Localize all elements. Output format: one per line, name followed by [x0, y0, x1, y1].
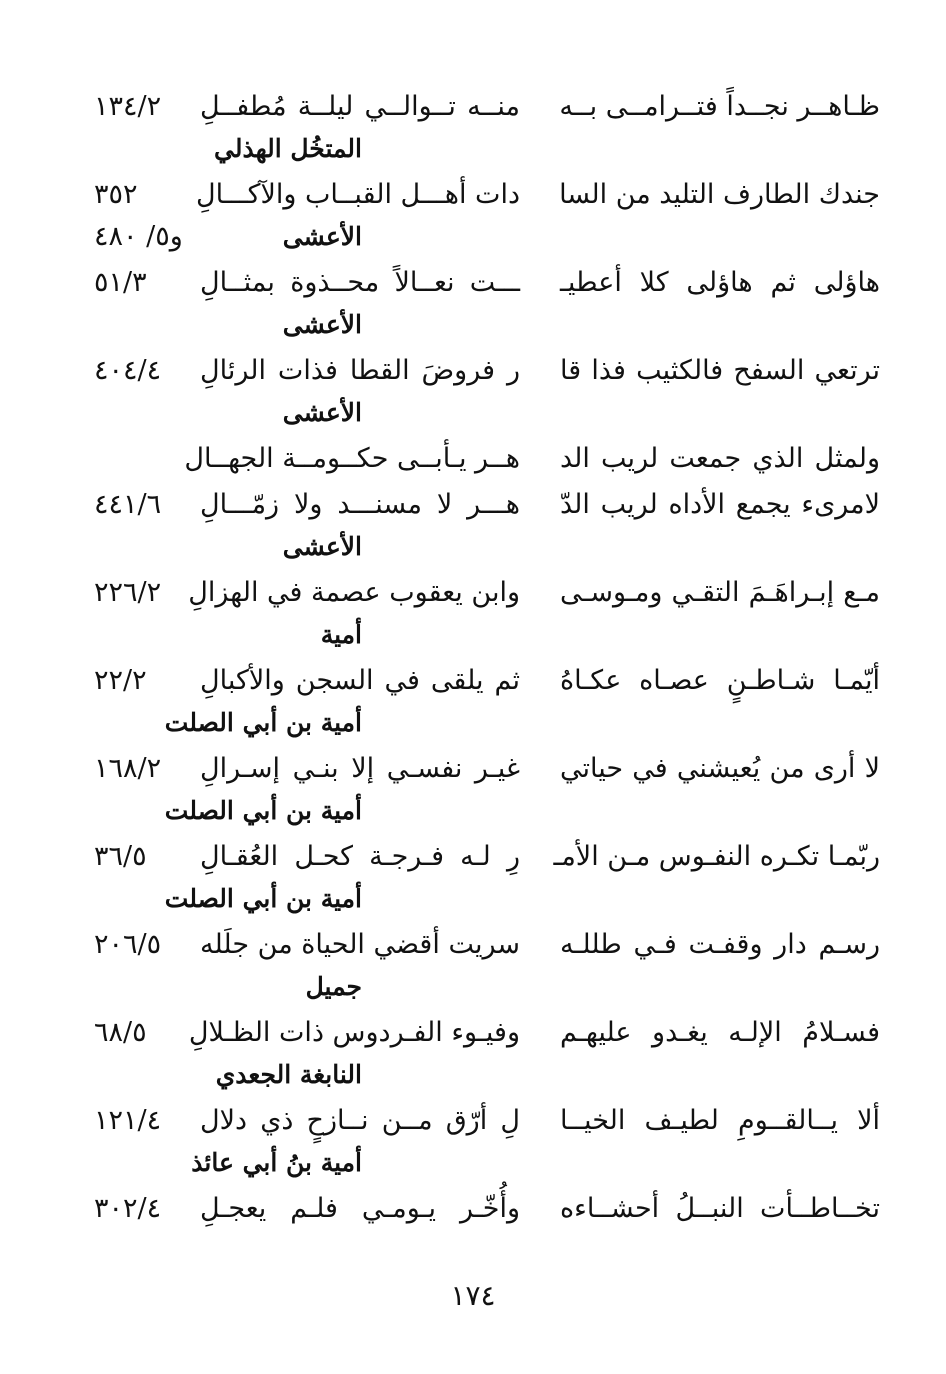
poet-line	[60, 130, 880, 172]
verse-entry	[60, 922, 880, 1010]
verse-line	[60, 172, 880, 218]
verse-line	[60, 922, 880, 968]
second-hemistich: لِ أرّق مــن نــازحٍ ذي دلال	[200, 1105, 520, 1136]
verse-list	[60, 84, 880, 1232]
poet-name: أمية بن أبي الصلت	[164, 884, 362, 913]
volume-page-ref: ٢٢٦/٢	[94, 577, 162, 608]
first-hemistich: هاؤلى ثم هاؤلى كلا أعطيـ	[560, 267, 880, 298]
verse-entry	[60, 1098, 880, 1186]
volume-page-ref: ٣٥٢	[94, 179, 138, 210]
verse-line	[60, 260, 880, 306]
first-hemistich: فسـلامُ الإلـه يغـدو عليهـم	[560, 1017, 880, 1048]
verse-line	[60, 746, 880, 792]
second-hemistich: وفيـوء الفـردوس ذات الظـلالِ	[188, 1017, 520, 1048]
poet-name: أمية	[320, 620, 362, 649]
volume-page-ref: ٢٢/٢	[94, 665, 147, 696]
first-hemistich: ألا يــالقــومِ لطيـف الخيــا	[560, 1105, 880, 1136]
second-hemistich: هــر يـأبــى حكــومــة الجهــال	[184, 443, 520, 474]
poet-line	[60, 968, 880, 1010]
poet-name: الأعشى	[282, 222, 362, 251]
first-hemistich: ولمثل الذي جمعت لريب الد	[560, 443, 880, 474]
verse-entry	[60, 658, 880, 746]
second-hemistich: سريت أقضي الحياة من جلَله	[200, 929, 520, 960]
verse-line	[60, 834, 880, 880]
first-hemistich: مـع إبـراهَـمَ التقـي ومـوسـى	[560, 577, 880, 608]
second-hemistich: ر فروضَ القطا فذات الرئالِ	[200, 355, 520, 386]
volume-page-ref: ٥١/٣	[94, 267, 147, 298]
verse-entry	[60, 746, 880, 834]
second-hemistich: هـــر لا مسنـــد ولا زمّـــالِ	[200, 489, 520, 520]
poet-name: الأعشى	[282, 310, 362, 339]
verse-line	[60, 84, 880, 130]
first-hemistich: رسـم دار وقفـت فـي طللـه	[560, 929, 880, 960]
second-hemistich: رِ لـه فـرجـة كحـل العُقـالِ	[200, 841, 520, 872]
poet-name: أمية بن أبي الصلت	[164, 796, 362, 825]
volume-page-ref: ١٦٨/٢	[94, 753, 162, 784]
volume-page-ref: ٣٦/٥	[94, 841, 147, 872]
first-hemistich: جندك الطارف التليد من السا	[559, 179, 880, 210]
poet-line	[60, 218, 880, 260]
extra-ref: و٥/ ٤٨٠	[94, 221, 183, 252]
poet-line	[60, 792, 880, 834]
first-hemistich: تخــاطــأت النبــلُ أحشــاءه	[560, 1193, 880, 1224]
second-hemistich: وابن يعقوب عصمة في الهزالِ	[188, 577, 520, 608]
verse-entry	[60, 348, 880, 436]
poet-name: أمية بن أبي الصلت	[164, 708, 362, 737]
poet-name: الأعشى	[282, 398, 362, 427]
poet-name: المتخُل الهذلي	[214, 134, 362, 163]
first-hemistich: لا أرى من يُعيشني في حياتي	[560, 753, 880, 784]
poet-name: الأعشى	[282, 532, 362, 561]
volume-page-ref: ٤٠٤/٤	[94, 355, 162, 386]
poet-line	[60, 704, 880, 746]
verse-entry	[60, 1010, 880, 1098]
verse-entry	[60, 84, 880, 172]
second-hemistich: غيـر نفسـي إلا بنـي إسـرالِ	[200, 753, 520, 784]
poet-name: أمية بنُ أبي عائذ	[191, 1148, 362, 1177]
verse-line	[60, 1186, 880, 1232]
second-hemistich: منــه تــوالــي ليلــة مُطفــلِ	[200, 91, 520, 122]
page-number: ١٧٤	[450, 1279, 496, 1312]
verse-entry	[60, 834, 880, 922]
poet-line	[60, 306, 880, 348]
verse-entry	[60, 1186, 880, 1232]
second-hemistich: ـــت نعــالاً محــذوة بمثــالِ	[200, 267, 520, 298]
poet-line	[60, 1144, 880, 1186]
poet-line	[60, 616, 880, 658]
second-hemistich: دات أهـــل القبــاب والآكـــالِ	[196, 179, 520, 210]
verse-entry	[60, 260, 880, 348]
first-hemistich: لامرىء يجمع الأداه لريب الدّ	[560, 489, 880, 520]
first-hemistich: ترتعي السفح فالكثيب فذا قا	[560, 355, 880, 386]
poet-line	[60, 394, 880, 436]
volume-page-ref: ١٢١/٤	[94, 1105, 162, 1136]
second-hemistich: ثم يلقى في السجن والأكبالِ	[200, 665, 520, 696]
verse-entry	[60, 482, 880, 570]
verse-line	[60, 482, 880, 528]
poet-line	[60, 528, 880, 570]
first-hemistich: أيّمـا شـاطـنٍ عصـاه عكـاهُ	[560, 665, 880, 696]
poet-name: النابغة الجعدي	[215, 1060, 362, 1089]
volume-page-ref: ٦٨/٥	[94, 1017, 147, 1048]
verse-line	[60, 1010, 880, 1056]
volume-page-ref: ١٣٤/٢	[94, 91, 162, 122]
poet-line	[60, 880, 880, 922]
poet-line	[60, 1056, 880, 1098]
second-hemistich: وأُخّـر يـومـي فلـم يعجـلِ	[200, 1193, 520, 1224]
first-hemistich: ظـاهــر نجــداً فتــرامــى بــه	[559, 91, 880, 122]
verse-line	[60, 348, 880, 394]
first-hemistich: ربّمـا تكـره النفـوس مـن الأمـ	[553, 841, 880, 872]
verse-line	[60, 658, 880, 704]
verse-entry	[60, 172, 880, 260]
volume-page-ref: ٤٤١/٦	[94, 489, 162, 520]
verse-line	[60, 1098, 880, 1144]
verse-line	[60, 436, 880, 482]
verse-entry	[60, 570, 880, 658]
volume-page-ref: ٢٠٦/٥	[94, 929, 162, 960]
poet-name: جميل	[305, 972, 362, 1001]
verse-entry	[60, 436, 880, 482]
verse-line	[60, 570, 880, 616]
volume-page-ref: ٣٠٢/٤	[94, 1193, 162, 1224]
